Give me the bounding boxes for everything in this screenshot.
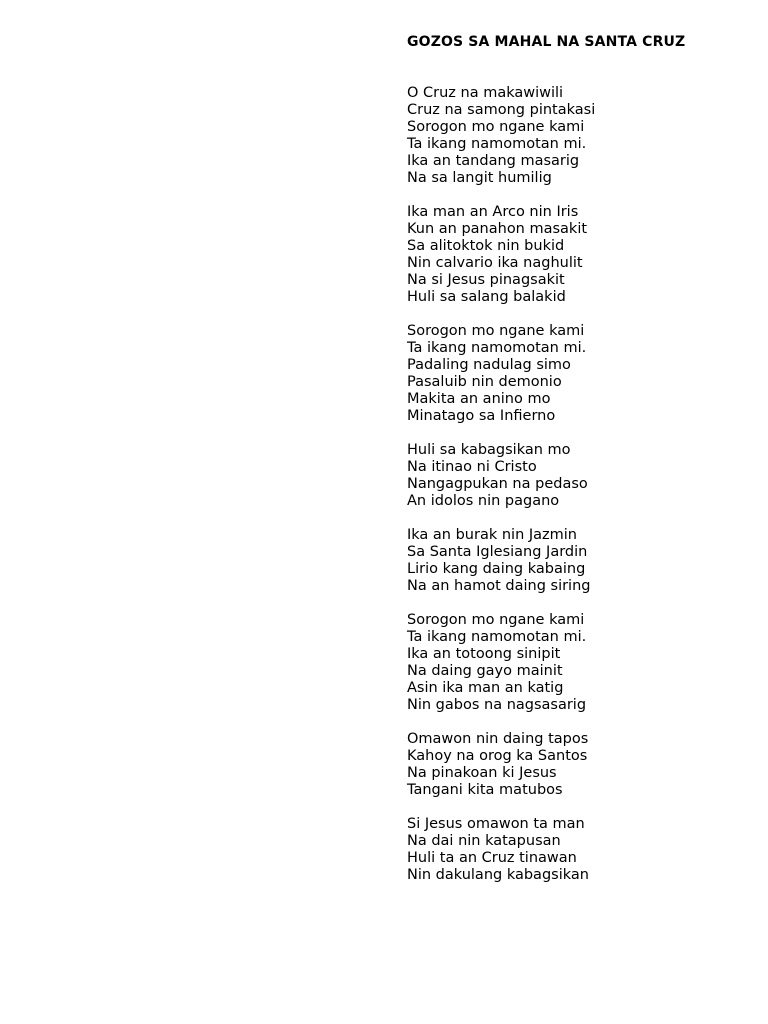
poem-line: Na dai nin katapusan xyxy=(407,833,561,849)
poem-line: Si Jesus omawon ta man xyxy=(407,816,585,832)
poem-line: Minatago sa Infierno xyxy=(407,408,556,424)
poem-line: Kahoy na orog ka Santos xyxy=(407,748,588,764)
poem-line: Ika man an Arco nin Iris xyxy=(407,204,579,220)
stanza xyxy=(407,204,757,306)
poem-line: Pasaluib nin demonio xyxy=(407,374,562,390)
poem-line: Nin calvario ika naghulit xyxy=(407,255,583,271)
poem-line: Tangani kita matubos xyxy=(407,782,563,798)
poem-line: Nin dakulang kabagsikan xyxy=(407,867,589,883)
stanza xyxy=(407,527,757,595)
stanza xyxy=(407,816,757,884)
poem-line: Ika an burak nin Jazmin xyxy=(407,527,577,543)
document-page xyxy=(407,34,757,901)
poem-line: Omawon nin daing tapos xyxy=(407,731,589,747)
poem-line: Na si Jesus pinagsakit xyxy=(407,272,565,288)
poem-line: Sorogon mo ngane kami xyxy=(407,612,585,628)
poem-line: Na pinakoan ki Jesus xyxy=(407,765,557,781)
poem-line: Na sa langit humilig xyxy=(407,170,552,186)
poem-line: Na itinao ni Cristo xyxy=(407,459,537,475)
document-title: GOZOS SA MAHAL NA SANTA CRUZ xyxy=(407,34,686,50)
stanza xyxy=(407,323,757,425)
poem-line: Kun an panahon masakit xyxy=(407,221,588,237)
poem-line: Nangagpukan na pedaso xyxy=(407,476,588,492)
poem-line: Na an hamot daing siring xyxy=(407,578,591,594)
poem-line: Ta ikang namomotan mi. xyxy=(407,629,587,645)
poem-line: O Cruz na makawiwili xyxy=(407,85,564,101)
poem-line: Sa Santa Iglesiang Jardin xyxy=(407,544,588,560)
poem-line: Huli ta an Cruz tinawan xyxy=(407,850,577,866)
poem-line: An idolos nin pagano xyxy=(407,493,560,509)
poem-line: Asin ika man an katig xyxy=(407,680,564,696)
stanza xyxy=(407,442,757,510)
poem-line: Makita an anino mo xyxy=(407,391,551,407)
poem-line: Nin gabos na nagsasarig xyxy=(407,697,587,713)
poem-line: Cruz na samong pintakasi xyxy=(407,102,596,118)
stanza xyxy=(407,612,757,714)
stanza xyxy=(407,85,757,187)
poem-line: Na daing gayo mainit xyxy=(407,663,563,679)
poem-line: Ta ikang namomotan mi. xyxy=(407,340,587,356)
poem-line: Sorogon mo ngane kami xyxy=(407,323,585,339)
poem-line: Huli sa kabagsikan mo xyxy=(407,442,571,458)
stanza xyxy=(407,731,757,799)
poem-line: Ika an totoong sinipit xyxy=(407,646,561,662)
poem-line: Ta ikang namomotan mi. xyxy=(407,136,587,152)
poem-line: Lirio kang daing kabaing xyxy=(407,561,586,577)
poem-line: Huli sa salang balakid xyxy=(407,289,566,305)
poem-body xyxy=(407,85,757,884)
poem-line: Ika an tandang masarig xyxy=(407,153,580,169)
poem-line: Sa alitoktok nin bukid xyxy=(407,238,565,254)
poem-line: Padaling nadulag simo xyxy=(407,357,571,373)
poem-line: Sorogon mo ngane kami xyxy=(407,119,585,135)
